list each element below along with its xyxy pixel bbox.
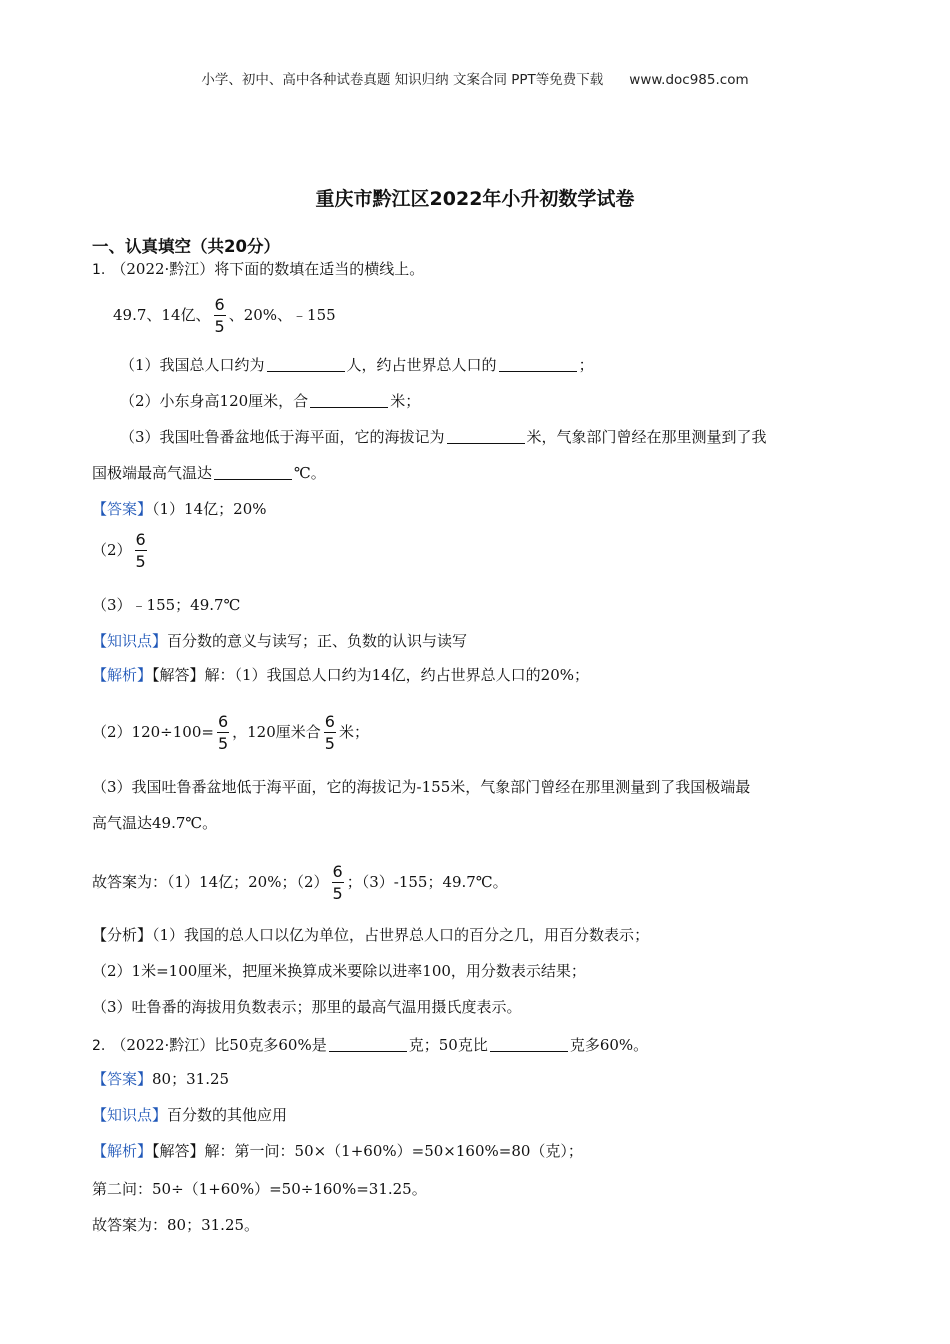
q1-p2-b: 米； <box>390 392 421 410</box>
fraction <box>324 714 336 752</box>
q1-part1 <box>120 354 594 376</box>
fraction <box>217 714 229 752</box>
fraction-numerator: 6 <box>324 712 335 731</box>
q2-stem-c: 克多60%。 <box>569 1036 649 1054</box>
fraction <box>214 297 226 335</box>
q2-solution-1-text: 解：第一问：50×（1+60%）=50×160%=80（克）； <box>204 1142 583 1160</box>
q1-solution-2-c: 米； <box>338 723 369 741</box>
q1-answer-2 <box>92 532 150 570</box>
solution-label: 【解答】 <box>152 666 205 684</box>
q1-number: 1. <box>92 262 106 278</box>
q1-part2 <box>120 390 420 412</box>
fraction-numerator: 6 <box>135 530 146 549</box>
q1-analysis-2: （2）1米=100厘米，把厘米换算成米要除以进率100，用分数表示结果； <box>92 962 586 980</box>
fraction-denominator: 5 <box>217 734 229 753</box>
header-text: 小学、初中、高中各种试卷真题 知识归纳 文案合同 PPT等免费下载 <box>201 72 604 88</box>
q1-final-a: 故答案为：（1）14亿；20%；（2） <box>92 873 329 891</box>
blank-line[interactable] <box>267 355 345 372</box>
q1-p1-b: 人，约占世界总人口的 <box>346 356 497 374</box>
q1-p3-d: ℃。 <box>294 464 326 482</box>
q1-p1-a: （1）我国总人口约为 <box>120 356 265 374</box>
q1-final-answer <box>92 864 508 902</box>
q1-answer-1: （1）14亿；20% <box>152 500 267 518</box>
q1-answer-2-label: （2） <box>92 541 132 559</box>
page-header <box>0 68 950 88</box>
analysis-tag: 【解析】 <box>92 666 153 684</box>
document-title: 重庆市黔江区2022年小升初数学试卷 <box>315 188 635 210</box>
q1-numbers-b: 、20%、﹣155 <box>228 306 336 324</box>
q1-p3-b: 米，气象部门曾经在那里测量到了我 <box>526 428 767 446</box>
q1-solution-3: （3）我国吐鲁番盆地低于海平面，它的海拔记为-155米，气象部门曾经在那里测量到了我国极端最 <box>92 778 751 796</box>
q1-answer-3: （3）﹣155；49.7℃ <box>92 596 241 614</box>
section-1-title: 一、认真填空（共20分） <box>92 237 280 256</box>
q2-answer <box>92 1068 229 1090</box>
fraction <box>135 532 147 570</box>
q2-solution-2: 第二问：50÷（1+60%）=50÷160%=31.25。 <box>92 1180 427 1198</box>
fraction-denominator: 5 <box>214 317 225 336</box>
q1-p3-c: 国极端最高气温达 <box>92 464 213 482</box>
q1-numbers-a: 49.7、14亿、 <box>113 306 211 324</box>
fraction-numerator: 6 <box>214 295 225 314</box>
q1-final-b: ；（3）-155；49.7℃。 <box>346 873 508 891</box>
q1-knowledge-text: 百分数的意义与读写；正、负数的认识与读写 <box>167 632 468 650</box>
q1-p1-c: ； <box>578 356 594 374</box>
answer-tag: 【答案】 <box>92 500 153 518</box>
q2-stem <box>92 1034 648 1057</box>
q2-number: 2. <box>92 1038 106 1054</box>
q1-answer <box>92 498 267 520</box>
q1-analysis-1 <box>92 924 649 946</box>
q2-answer-text: 80；31.25 <box>152 1070 230 1088</box>
blank-line[interactable] <box>310 391 388 408</box>
knowledge-tag: 【知识点】 <box>92 1106 168 1124</box>
q1-p3-a: （3）我国吐鲁番盆地低于海平面，它的海拔记为 <box>120 428 445 446</box>
q1-p2-a: （2）小东身高120厘米，合 <box>120 392 309 410</box>
knowledge-tag: 【知识点】 <box>92 632 168 650</box>
fraction-denominator: 5 <box>332 884 343 903</box>
solution-label: 【解答】 <box>152 1142 205 1160</box>
fraction-denominator: 5 <box>135 552 146 571</box>
analysis-tag: 【解析】 <box>92 1142 153 1160</box>
q2-final-answer: 故答案为：80；31.25。 <box>92 1216 260 1234</box>
q1-analysis-1-text: （1）我国的总人口以亿为单位，占世界总人口的百分之几，用百分数表示； <box>152 926 650 944</box>
fenxi-tag: 【分析】 <box>92 926 153 944</box>
q1-part3 <box>120 426 767 448</box>
q1-solution-2-b: ，120厘米合 <box>232 723 321 741</box>
blank-line[interactable] <box>447 427 525 444</box>
q1-solution-2-a: （2）120÷100= <box>92 723 214 741</box>
blank-line[interactable] <box>499 355 577 372</box>
blank-line[interactable] <box>490 1035 568 1052</box>
q1-analysis-3: （3）吐鲁番的海拔用负数表示；那里的最高气温用摄氏度表示。 <box>92 998 522 1016</box>
q1-stem-text: （2022·黔江）将下面的数填在适当的横线上。 <box>111 260 425 278</box>
fraction-numerator: 6 <box>217 712 229 731</box>
fraction-denominator: 5 <box>324 734 335 753</box>
q2-knowledge-text: 百分数的其他应用 <box>167 1106 288 1124</box>
q1-knowledge <box>92 630 467 652</box>
q2-solution-1 <box>92 1140 583 1162</box>
q1-stem <box>92 258 424 281</box>
q1-numbers <box>113 297 336 335</box>
q1-part3-cont <box>92 462 326 484</box>
fraction-numerator: 6 <box>332 862 343 881</box>
header-site-link[interactable]: www.doc985.com <box>629 72 749 88</box>
fraction <box>332 864 344 902</box>
q1-solution-1 <box>92 664 589 686</box>
q2-stem-b: 克；50克比 <box>408 1036 488 1054</box>
answer-tag: 【答案】 <box>92 1070 153 1088</box>
blank-line[interactable] <box>329 1035 407 1052</box>
blank-line[interactable] <box>214 463 292 480</box>
q1-solution-3-cont: 高气温达49.7℃。 <box>92 814 218 832</box>
q1-solution-2 <box>92 714 369 752</box>
q2-stem-a: （2022·黔江）比50克多60%是 <box>111 1036 327 1054</box>
q2-knowledge <box>92 1104 287 1126</box>
q1-solution-1-text: 解：（1）我国总人口约为14亿，约占世界总人口的20%； <box>204 666 590 684</box>
